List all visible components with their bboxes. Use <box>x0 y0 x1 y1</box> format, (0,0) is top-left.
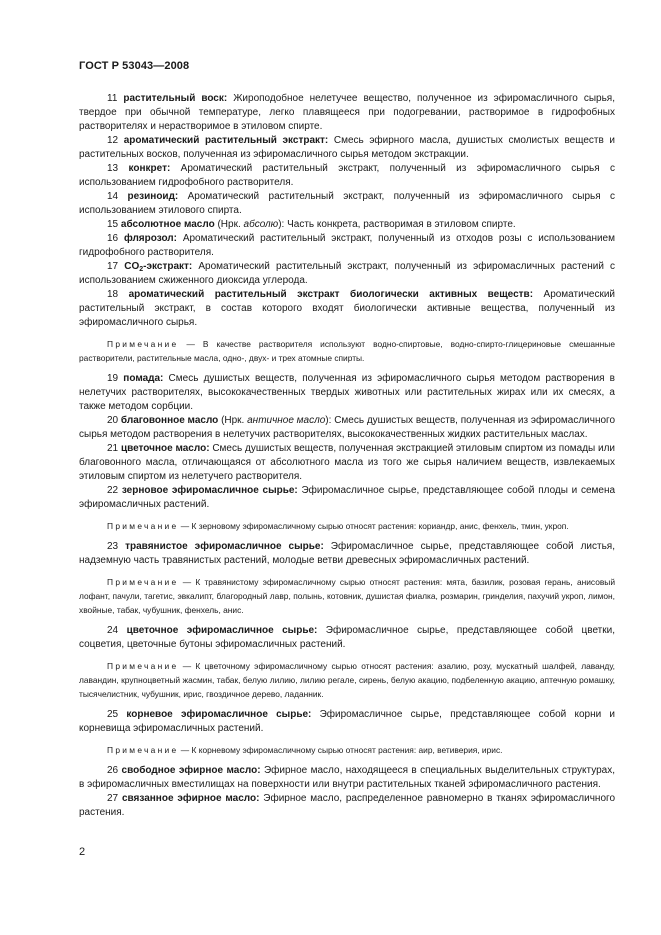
note-label: Примечание <box>107 339 179 349</box>
entry-number: 18 <box>107 289 119 300</box>
entry-definition: Смесь душистых веществ, полученная экстракцией этиловым спиртом из помады или благовонного масла, отличающаяся от абсолютного масла из того же сырья наличием веществ, извлекаемых этиловым спиртом из нелетучего растворителя. <box>79 443 616 482</box>
term-entry-23 <box>79 540 615 568</box>
entry-definition: Жироподобное нелетучее вещество, полученное из эфиромасличного сырья, твердое при обычной температуре, легко плавящееся при подогревании, растворимое в гидрофобных растворителях и нерастворимое в этиловом спирте. <box>79 93 615 132</box>
entry-number: 20 <box>107 415 119 426</box>
entry-definition: ): Смесь душистых веществ, полученная из эфиромасличного сырья методом растворения в нелетучих растворителях, высококачественных жидких растительных маслах. <box>79 415 616 440</box>
entry-number: 12 <box>107 135 119 146</box>
entry-definition: Смесь эфирного масла, душистых смолистых веществ и растительных восков, полученная из эфиромасличного сырья методом экстракции. <box>79 135 615 160</box>
entry-number: 26 <box>107 765 119 776</box>
entry-number: 22 <box>107 485 119 496</box>
entry-term: конкрет: <box>128 163 171 174</box>
entry-number: 15 <box>107 219 119 230</box>
note-label: Примечание <box>107 661 179 671</box>
entry-number: 11 <box>107 93 118 104</box>
note-label: Примечание <box>107 745 179 755</box>
entry-number: 24 <box>107 625 119 636</box>
note-text: — К цветочному эфиромасличному сырью относят растения: азалию, розу, мускатный шалфей, лаванду, лавандин, крупноцветный жасмин, табак, белую лилию, лилию регале, сирень, белую акацию, подбеленную акацию, аптечную ромашку, тысячелистник, чубушник, ирис, гвоздичное дерево, ладанник. <box>79 661 615 699</box>
entry-term <box>124 261 192 272</box>
entry-definition: ): Часть конкрета, растворимая в этиловом спирте. <box>278 219 516 230</box>
entry-term: ароматический растительный экстракт: <box>123 135 329 146</box>
entry-definition: Ароматический растительный экстракт, в состав которого входят биологически активные вещества, полученный из эфиромасличного сырья. <box>79 289 616 328</box>
entry-definition: Ароматический растительный экстракт, полученный из эфиромасличного сырья с использованием этилового спирта. <box>79 191 615 216</box>
note-18 <box>79 337 615 365</box>
entry-term: связанное эфирное масло: <box>121 793 260 804</box>
entry-term: растительный воск: <box>123 93 228 104</box>
term-entry-26 <box>79 764 615 792</box>
term-entry-11 <box>79 92 615 134</box>
term-entry-22 <box>79 484 615 512</box>
entry-term: флярозол: <box>123 233 177 244</box>
entry-number: 19 <box>107 373 119 384</box>
note-label: Примечание <box>107 521 179 531</box>
entry-definition: Эфиромасличное сырье, представляющее собой листья, надземную часть травянистых растений, молодые ветви древесных эфиромасличных растений. <box>79 541 616 566</box>
entry-term: абсолютное масло <box>120 219 215 230</box>
entry-deprecated-prefix: (Нрк. <box>214 219 244 230</box>
note-text: — К травянистому эфиромасличному сырью относят растения: мята, базилик, розовая герань, анисовый лофант, пачули, тагетис, эвкалипт, благородный лавр, полынь, котовник, душистая фиалка, розмарин, гринделия, пахучий укроп, лимон, хвойные, табак, чубушник, фенхель, анис. <box>79 577 615 615</box>
note-24 <box>79 659 615 701</box>
term-entry-20 <box>79 414 615 442</box>
entry-definition: Ароматический растительный экстракт, полученный из отходов розы с использованием гидрофобного растворителя. <box>79 233 615 258</box>
term-entry-25 <box>79 708 615 736</box>
term-entry-12 <box>79 134 615 162</box>
document-body <box>79 92 615 820</box>
entry-number: 23 <box>107 541 119 552</box>
term-suffix: -экстракт: <box>143 261 193 272</box>
document-header: ГОСТ Р 53043—2008 <box>79 60 190 72</box>
entry-number: 13 <box>107 163 119 174</box>
entry-term: ароматический растительный экстракт биологически активных веществ: <box>128 289 534 300</box>
term-entry-16 <box>79 232 615 260</box>
entry-definition: Ароматический растительный экстракт, полученный из эфиромасличного сырья с использованием гидрофобного растворителя. <box>79 163 616 188</box>
entry-number: 21 <box>107 443 119 454</box>
term-entry-24 <box>79 624 615 652</box>
entry-number: 14 <box>107 191 119 202</box>
entry-deprecated-term: античное масло <box>247 415 326 426</box>
note-22 <box>79 519 615 533</box>
note-text: — В качестве растворителя используют водно-спиртовые, водно-спирто-глицериновые смешанные растворители, растительные масла, одно-, двух- и трех атомные спирты. <box>79 339 615 363</box>
entry-definition: Эфиромасличное сырье, представляющее собой плоды и семена эфиромасличных растений. <box>79 485 616 510</box>
note-label: Примечание <box>107 577 179 587</box>
entry-definition: Эфиромасличное сырье, представляющее собой цветки, соцветия, цветочные бутоны эфиромасличных растений. <box>79 625 615 650</box>
term-entry-17 <box>79 260 615 288</box>
entry-deprecated-prefix: (Нрк. <box>218 415 248 426</box>
term-entry-15 <box>79 218 615 232</box>
entry-term: благовонное масло <box>120 415 219 426</box>
entry-definition: Эфиромасличное сырье, представляющее собой корни и корневища эфиромасличных растений. <box>79 709 615 734</box>
page-number: 2 <box>79 846 86 858</box>
entry-term: травянистое эфиромасличное сырье: <box>125 541 324 552</box>
entry-term: цветочное масло: <box>120 443 210 454</box>
entry-definition: Смесь душистых веществ, полученная из эфиромасличного сырья методом растворения в нелетучих растворителях, высококачественных твердых животных или растительных жирах или их смесях, а также методом сорбции. <box>79 373 615 412</box>
term-subscript: 2 <box>139 266 144 273</box>
entry-term: корневое эфиромасличное сырье: <box>126 709 312 720</box>
term-entry-18 <box>79 288 615 330</box>
note-23 <box>79 575 615 617</box>
entry-term: зерновое эфиромасличное сырье: <box>121 485 298 496</box>
entry-number: 27 <box>107 793 119 804</box>
entry-definition: Эфирное масло, находящееся в специальных выделительных структурах, в эфиромасличных вместилищах на поверхности или внутри растительных тканей эфиромасличного растения. <box>79 765 616 790</box>
term-entry-27 <box>79 792 615 820</box>
entry-number: 17 <box>107 261 119 272</box>
entry-term: цветочное эфиромасличное сырье: <box>126 625 318 636</box>
note-25 <box>79 743 615 757</box>
entry-term: резиноид: <box>127 191 179 202</box>
note-text: — К корневому эфиромасличному сырью относят растения: аир, ветиверия, ирис. <box>178 745 503 755</box>
term-entry-14 <box>79 190 615 218</box>
entry-definition: Эфирное масло, распределенное равномерно в тканях эфиромасличного растения. <box>79 793 615 818</box>
entry-term: помада: <box>123 373 164 384</box>
term-entry-21 <box>79 442 615 484</box>
term-entry-19 <box>79 372 615 414</box>
term-co: CO <box>124 261 140 272</box>
entry-number: 25 <box>107 709 119 720</box>
entry-number: 16 <box>107 233 119 244</box>
term-entry-13 <box>79 162 615 190</box>
entry-definition: Ароматический растительный экстракт, полученный из эфиромасличных растений с использованием сжиженного диоксида углерода. <box>79 261 616 286</box>
note-text: — К зерновому эфиромасличному сырью относят растения: кориандр, анис, фенхель, тмин, укроп. <box>178 521 569 531</box>
entry-term: свободное эфирное масло: <box>121 765 261 776</box>
entry-deprecated-term: абсолю <box>243 219 279 230</box>
